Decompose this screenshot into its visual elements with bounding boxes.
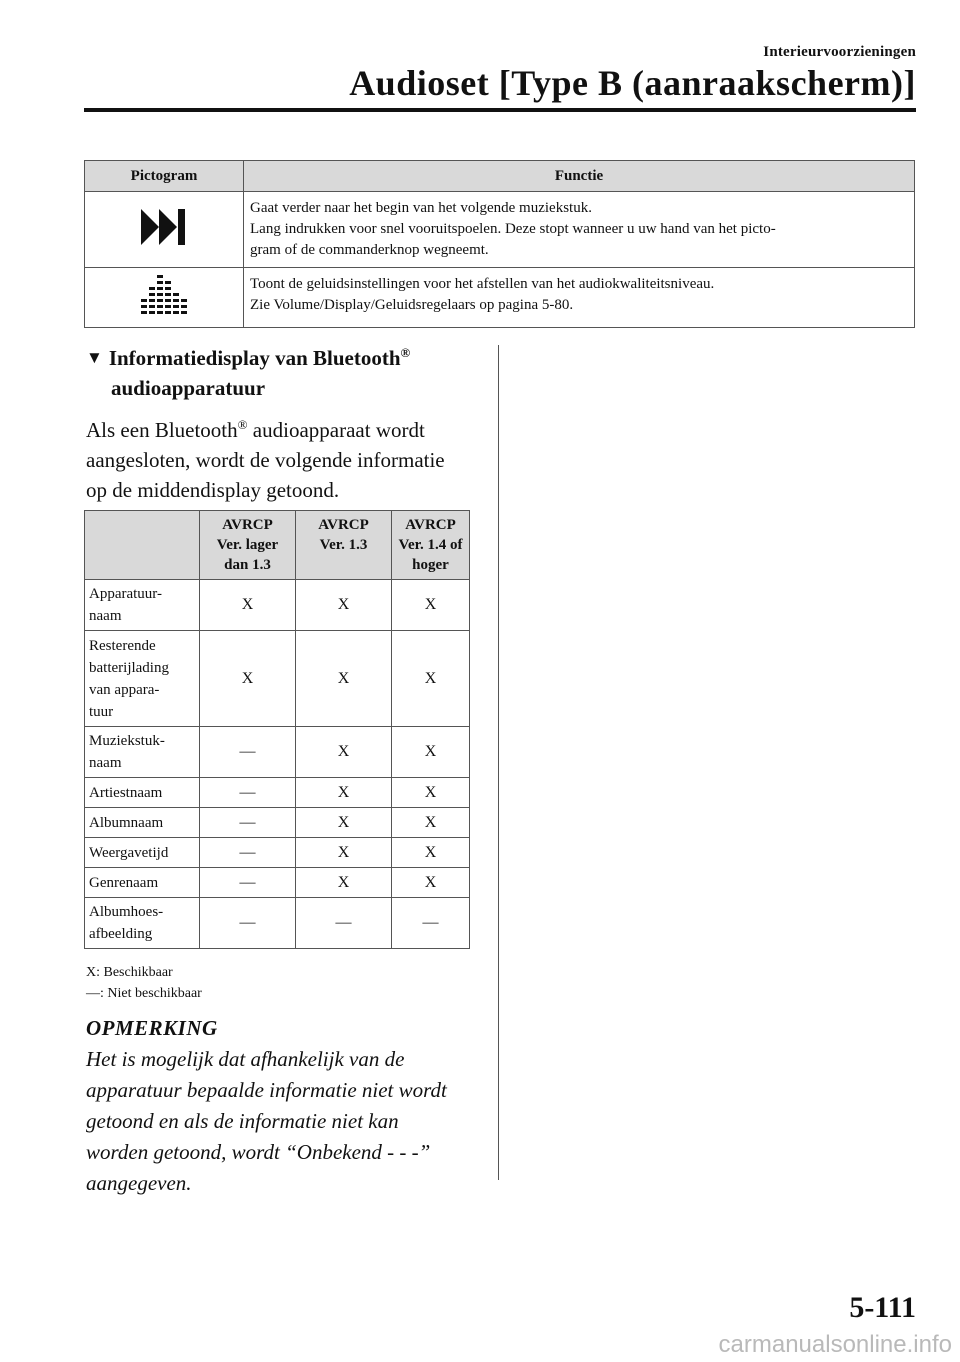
- row-label: Albumhoes- afbeelding: [85, 898, 200, 949]
- avrcp-column-header: [296, 511, 392, 580]
- header-line: Ver. lager: [216, 537, 279, 553]
- table-row: [85, 838, 470, 868]
- row-label: Weergavetijd: [85, 838, 200, 868]
- table-row: [85, 192, 915, 268]
- availability-cell: X: [296, 778, 392, 808]
- availability-cell: —: [392, 898, 470, 949]
- description-line: Toont de geluidsinstellingen voor het afstellen van het audiokwaliteitsniveau.: [250, 276, 715, 292]
- registered-mark: ®: [237, 417, 248, 432]
- pictogram-table: [84, 160, 915, 328]
- availability-cell: X: [200, 580, 296, 631]
- availability-cell: X: [296, 838, 392, 868]
- function-description: [244, 192, 915, 268]
- note-line: getoond en als de informatie niet kan: [86, 1109, 399, 1133]
- row-label: Apparatuur- naam: [85, 580, 200, 631]
- page-title: Audioset [Type B (aanraakscherm)]: [349, 63, 916, 103]
- availability-cell: —: [200, 868, 296, 898]
- row-label: Artiestnaam: [85, 778, 200, 808]
- availability-cell: X: [296, 868, 392, 898]
- table-row: [85, 268, 915, 328]
- availability-cell: X: [392, 580, 470, 631]
- availability-cell: —: [200, 778, 296, 808]
- note-text: [86, 1044, 496, 1199]
- avrcp-table: [84, 510, 470, 949]
- function-column-header: Functie: [244, 161, 915, 192]
- header-line: AVRCP: [318, 517, 369, 533]
- availability-cell: —: [296, 898, 392, 949]
- availability-cell: X: [392, 838, 470, 868]
- availability-cell: X: [392, 727, 470, 778]
- intro-text: audioapparaat wordt: [247, 418, 425, 442]
- page-number: 5-111: [849, 1291, 916, 1324]
- intro-text: Als een Bluetooth: [86, 418, 238, 442]
- header-rule: [84, 108, 916, 112]
- column-divider: [498, 345, 499, 1180]
- pictogram-table-header: [85, 161, 915, 192]
- note-line: aangegeven.: [86, 1171, 192, 1195]
- description-line: Gaat verder naar het begin van het volgende muziekstuk.: [250, 200, 592, 216]
- icon-cell: [85, 268, 244, 328]
- avrcp-column-header: [392, 511, 470, 580]
- availability-cell: X: [296, 580, 392, 631]
- note-line: Het is mogelijk dat afhankelijk van de: [86, 1047, 405, 1071]
- table-row: [85, 631, 470, 727]
- intro-paragraph: [86, 415, 496, 505]
- row-label: Resterende batterijlading van appara- tuur: [85, 631, 200, 727]
- icon-cell: [85, 192, 244, 268]
- legend-item: X: Beschikbaar: [86, 965, 173, 980]
- table-row: [85, 898, 470, 949]
- availability-cell: X: [296, 808, 392, 838]
- row-label: Genrenaam: [85, 868, 200, 898]
- table-row: [85, 727, 470, 778]
- note-line: apparatuur bepaalde informatie niet wordt: [86, 1078, 447, 1102]
- watermark: carmanualsonline.info: [718, 1331, 952, 1358]
- description-line: Lang indrukken voor snel vooruitspoelen. Deze stopt wanneer u uw hand van het picto-: [250, 221, 776, 237]
- availability-cell: X: [392, 778, 470, 808]
- availability-cell: X: [200, 631, 296, 727]
- header-line: AVRCP: [405, 517, 456, 533]
- availability-cell: X: [296, 631, 392, 727]
- empty-header-cell: [85, 511, 200, 580]
- header-line: AVRCP: [222, 517, 273, 533]
- availability-cell: —: [200, 898, 296, 949]
- row-label: Albumnaam: [85, 808, 200, 838]
- row-label: Muziekstuk- naam: [85, 727, 200, 778]
- availability-cell: —: [200, 808, 296, 838]
- function-description: [244, 268, 915, 328]
- table-row: [85, 778, 470, 808]
- intro-text: aangesloten, wordt de volgende informatie: [86, 448, 445, 472]
- table-row: [85, 580, 470, 631]
- header-line: hoger: [412, 557, 449, 573]
- note-heading: OPMERKING: [86, 1016, 218, 1040]
- header-line: Ver. 1.3: [319, 537, 368, 553]
- availability-cell: —: [200, 838, 296, 868]
- legend-item: —: Niet beschikbaar: [86, 986, 202, 1001]
- availability-cell: —: [200, 727, 296, 778]
- sound-settings-icon: [137, 303, 191, 319]
- header-line: dan 1.3: [224, 557, 271, 573]
- availability-cell: X: [392, 808, 470, 838]
- avrcp-table-header: [85, 511, 470, 580]
- table-row: [85, 868, 470, 898]
- section-label: Interieurvoorzieningen: [763, 44, 916, 60]
- description-line: Zie Volume/Display/Geluidsregelaars op pagina 5-80.: [250, 297, 574, 313]
- registered-mark: ®: [400, 345, 411, 360]
- description-line: gram of de commanderknop wegneemt.: [250, 242, 489, 258]
- table-legend: [86, 962, 202, 1004]
- heading-text: audioapparatuur: [111, 376, 266, 400]
- availability-cell: X: [296, 727, 392, 778]
- skip-next-icon: [141, 233, 187, 249]
- section-marker-icon: ▼: [86, 348, 103, 367]
- table-row: [85, 808, 470, 838]
- note-line: worden getoond, wordt “Onbekend - - -”: [86, 1140, 431, 1164]
- availability-cell: X: [392, 631, 470, 727]
- heading-text: Informatiedisplay van Bluetooth: [108, 346, 401, 370]
- header-line: Ver. 1.4 of: [398, 537, 463, 553]
- intro-text: op de middendisplay getoond.: [86, 478, 340, 502]
- avrcp-column-header: [200, 511, 296, 580]
- availability-cell: X: [392, 868, 470, 898]
- section-heading: [86, 343, 486, 403]
- pictogram-column-header: Pictogram: [85, 161, 244, 192]
